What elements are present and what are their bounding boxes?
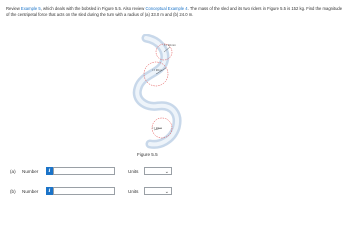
number-input[interactable]: [53, 187, 115, 195]
answer-row-b: [10, 187, 330, 197]
units-select[interactable]: [144, 187, 172, 195]
problem-text-mid: , which deals with the bobsled in Figure 5.5. Also review: [40, 6, 146, 11]
chevron-down-icon: ⌄: [164, 169, 169, 175]
radius-label-top: r = 24 mm: [164, 44, 176, 47]
radius-label-mid: r = 33 m: [152, 69, 162, 72]
bobsled-figure: [126, 34, 192, 150]
number-label: Number: [22, 169, 39, 174]
units-select[interactable]: [144, 167, 172, 175]
number-input[interactable]: [53, 167, 115, 175]
units-label: Units: [128, 169, 139, 174]
info-icon[interactable]: i: [46, 187, 53, 195]
bobsled-track-illustration: [126, 34, 192, 150]
units-label: Units: [128, 189, 139, 194]
figure-caption: Figure 5.5: [137, 152, 158, 157]
problem-text-start: Review: [6, 6, 21, 11]
radius-label-bottom: r = 24 m: [152, 127, 162, 130]
problem-text-rest: . The mass of the sled and its two riders in Figure 5.5 is 152 kg. Find the magnitude of the centripetal force that acts on the sled during the turn with a radius of (a) 33.0 m and (b) 24.0 m.: [6, 6, 343, 17]
answer-row-a: [10, 167, 330, 177]
example-5-link[interactable]: Example 5: [20, 6, 41, 11]
problem-statement: [6, 6, 344, 18]
part-label: (b): [10, 189, 16, 194]
conceptual-example-4-link[interactable]: Conceptual Example 4: [145, 6, 188, 11]
number-label: Number: [22, 189, 39, 194]
info-icon[interactable]: i: [46, 167, 53, 175]
part-label: (a): [10, 169, 16, 174]
chevron-down-icon: ⌄: [164, 189, 169, 195]
